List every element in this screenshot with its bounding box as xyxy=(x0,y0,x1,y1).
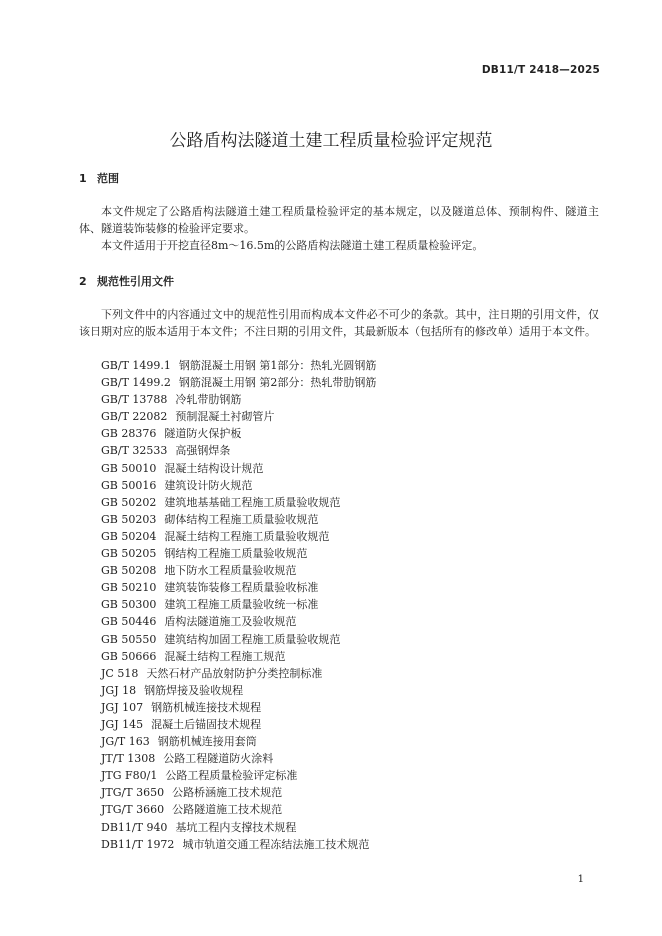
reference-code: JTG F80/1 xyxy=(101,769,158,783)
section-number: 2 xyxy=(79,275,87,288)
reference-code: DB11/T 940 xyxy=(101,820,168,834)
reference-item xyxy=(101,425,376,442)
reference-title: 砌体结构工程施工质量验收规范 xyxy=(164,512,319,526)
reference-title: 隧道防火保护板 xyxy=(164,427,242,441)
reference-title: 钢筋混凝土用钢 第2部分：热轧带肋钢筋 xyxy=(178,376,377,390)
reference-title: 混凝土后锚固技术规程 xyxy=(151,717,262,731)
reference-title: 公路桥涵施工技术规范 xyxy=(172,786,283,800)
reference-code: JGJ 18 xyxy=(101,683,137,697)
reference-title: 基坑工程内支撑技术规程 xyxy=(175,820,297,834)
reference-title: 预制混凝土衬砌管片 xyxy=(175,410,275,424)
section-title: 范围 xyxy=(97,172,119,185)
reference-item xyxy=(101,716,376,733)
reference-code: GB/T 1499.1 xyxy=(101,359,171,372)
reference-title: 城市轨道交通工程冻结法施工技术规范 xyxy=(182,837,370,851)
section-heading-normative-references xyxy=(79,273,174,289)
reference-code: GB 50204 xyxy=(101,529,157,543)
reference-title: 高强钢焊条 xyxy=(175,444,231,458)
reference-code: JC 518 xyxy=(101,666,139,680)
reference-item xyxy=(101,460,376,477)
reference-code: GB/T 32533 xyxy=(101,444,168,458)
reference-code: GB 28376 xyxy=(101,427,157,441)
reference-title: 建筑装饰装修工程质量验收标准 xyxy=(164,581,319,595)
reference-item xyxy=(101,801,376,818)
reference-title: 混凝土结构工程施工规范 xyxy=(164,649,286,663)
reference-item xyxy=(101,682,376,699)
reference-code: GB 50300 xyxy=(101,598,157,612)
reference-item xyxy=(101,562,376,579)
reference-title: 冷轧带肋钢筋 xyxy=(175,393,242,407)
reference-code: GB 50010 xyxy=(101,461,157,475)
reference-item xyxy=(101,477,376,494)
reference-title: 公路工程质量检验评定标准 xyxy=(165,769,298,783)
page-number: 1 xyxy=(577,874,584,885)
reference-title: 混凝土结构工程施工质量验收规范 xyxy=(164,529,330,543)
reference-title: 建筑结构加固工程施工质量验收规范 xyxy=(164,632,341,646)
reference-title: 钢筋焊接及验收规程 xyxy=(144,683,244,697)
reference-code: GB 50203 xyxy=(101,512,157,526)
reference-title: 钢筋机械连接用套筒 xyxy=(157,735,257,749)
references-intro-paragraph: 下列文件中的内容通过文中的规范性引用而构成本文件必不可少的条款。其中，注日期的引用文件，仅该日期对应的版本适用于本文件；不注日期的引用文件，其最新版本（包括所有的修改单）适用于本文件。 xyxy=(79,308,599,338)
reference-item xyxy=(101,494,376,511)
reference-code: GB 50550 xyxy=(101,632,157,646)
reference-item xyxy=(101,613,376,630)
reference-item xyxy=(101,528,376,545)
reference-code: GB/T 22082 xyxy=(101,410,168,424)
reference-code: JTG/T 3650 xyxy=(101,786,165,800)
reference-list xyxy=(101,357,376,853)
reference-code: GB 50210 xyxy=(101,581,157,595)
reference-title: 地下防水工程质量验收规范 xyxy=(164,564,297,578)
reference-title: 建筑地基基础工程施工质量验收规范 xyxy=(164,495,341,509)
reference-title: 钢筋机械连接技术规程 xyxy=(151,700,262,714)
reference-code: GB 50666 xyxy=(101,649,157,663)
section-heading-scope xyxy=(79,170,119,186)
scope-paragraph: 本文件适用于开挖直径8m～16.5m的公路盾构法隧道土建工程质量检验评定。 xyxy=(101,239,484,252)
reference-item xyxy=(101,699,376,716)
document-code: DB11/T 2418—2025 xyxy=(481,64,600,76)
reference-title: 盾构法隧道施工及验收规范 xyxy=(164,615,297,629)
reference-title: 建筑设计防火规范 xyxy=(164,478,253,492)
reference-code: GB 50205 xyxy=(101,547,157,561)
reference-code: GB/T 1499.2 xyxy=(101,376,171,390)
reference-item xyxy=(101,374,376,391)
reference-item xyxy=(101,442,376,459)
section-title: 规范性引用文件 xyxy=(97,275,174,288)
reference-title: 建筑工程施工质量验收统一标准 xyxy=(164,598,319,612)
reference-title: 天然石材产品放射防护分类控制标准 xyxy=(146,666,323,680)
reference-code: GB 50202 xyxy=(101,495,157,509)
reference-item xyxy=(101,784,376,801)
reference-code: JT/T 1308 xyxy=(101,752,156,766)
reference-code: GB 50016 xyxy=(101,478,157,492)
reference-item xyxy=(101,579,376,596)
reference-item xyxy=(101,836,376,853)
reference-title: 钢筋混凝土用钢 第1部分：热轧光圆钢筋 xyxy=(178,359,377,372)
reference-code: JGJ 107 xyxy=(101,700,144,714)
reference-item xyxy=(101,750,376,767)
reference-item xyxy=(101,665,376,682)
reference-item xyxy=(101,819,376,836)
reference-item xyxy=(101,408,376,425)
reference-item xyxy=(101,733,376,750)
reference-item xyxy=(101,631,376,648)
reference-item xyxy=(101,767,376,784)
reference-item xyxy=(101,596,376,613)
reference-item xyxy=(101,648,376,665)
reference-code: GB 50446 xyxy=(101,615,157,629)
reference-title: 混凝土结构设计规范 xyxy=(164,461,264,475)
document-title: 公路盾构法隧道土建工程质量检验评定规范 xyxy=(169,131,493,151)
reference-item xyxy=(101,391,376,408)
reference-code: JTG/T 3660 xyxy=(101,803,165,817)
reference-item xyxy=(101,357,376,374)
reference-code: DB11/T 1972 xyxy=(101,837,175,851)
reference-item xyxy=(101,545,376,562)
reference-code: GB/T 13788 xyxy=(101,393,168,407)
reference-code: JGJ 145 xyxy=(101,717,144,731)
scope-paragraph: 本文件规定了公路盾构法隧道土建工程质量检验评定的基本规定，以及隧道总体、预制构件、隧道主体、隧道装饰装修的检验评定要求。 xyxy=(79,205,599,235)
section-number: 1 xyxy=(79,172,87,185)
reference-title: 钢结构工程施工质量验收规范 xyxy=(164,547,308,561)
reference-code: GB 50208 xyxy=(101,564,157,578)
reference-code: JG/T 163 xyxy=(101,735,150,749)
reference-title: 公路工程隧道防火涂料 xyxy=(163,752,274,766)
reference-title: 公路隧道施工技术规范 xyxy=(172,803,283,817)
reference-item xyxy=(101,511,376,528)
